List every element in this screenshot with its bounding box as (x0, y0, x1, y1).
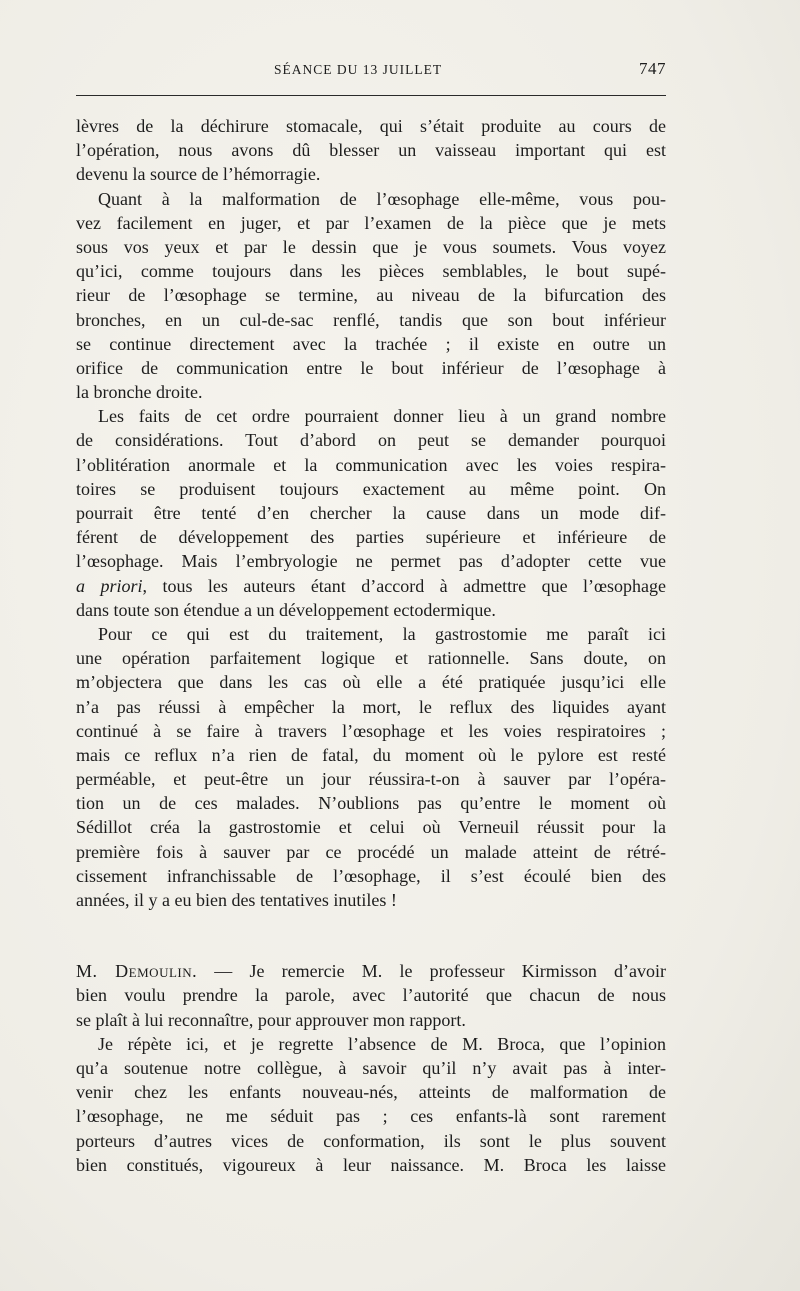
text-line: orifice de communication entre le bout inférieur de l’œsophage à (76, 357, 666, 378)
text-line: de considérations. Tout d’abord on peut se demander pourquoi (76, 430, 666, 451)
text-line: lèvres de la déchirure stomacale, qui s’était produite au cours de (76, 116, 666, 136)
header-rule (76, 95, 666, 96)
text-line: venir chez les enfants nouveau-nés, atteints de malformation de (76, 1082, 666, 1103)
text-line: se continue directement avec la trachée ; il existe en outre un (76, 333, 666, 354)
paragraph (76, 622, 666, 912)
text-line: bien constitués, vigoureux à leur naissance. M. Broca les laisse (76, 1154, 666, 1175)
text-line: qu’a soutenue notre collègue, à savoir qu’il n’y avait pas à inter- (76, 1057, 666, 1078)
section-gap (76, 912, 666, 959)
text-line: Quant à la malformation de l’œsophage elle-même, vous pou- (98, 188, 666, 209)
speech-first-line: — Je remercie M. le professeur Kirmisson d’avoir (197, 961, 666, 982)
text-line: l’œsophage, ne me séduit pas ; ces enfants-là sont rarement (76, 1106, 666, 1127)
text-line: cissement infranchissable de l’œsophage, il s’est écoulé bien des (76, 865, 666, 886)
text-line: perméable, et peut-être un jour réussira-t-on à sauver par l’opéra- (76, 769, 666, 790)
paragraph (76, 114, 666, 187)
text-line: mais ce reflux n’a rien de fatal, du moment où le pylore est resté (76, 744, 666, 765)
text-line: bronches, en un cul-de-sac renflé, tandis que son bout inférieur (76, 309, 666, 330)
italic-phrase: a priori (76, 575, 143, 596)
body-text (76, 114, 666, 1177)
text-line: première fois à sauver par ce procédé un malade atteint de rétré- (76, 841, 666, 862)
text-line: tion un de ces malades. N’oublions pas qu’entre le moment où (76, 793, 666, 814)
text-line: férent de développement des parties supérieure et inférieure de (76, 527, 666, 548)
text-line: l’oblitération anormale et la communication avec les voies respira- (76, 454, 666, 475)
text-line: porteurs d’autres vices de conformation, ils sont le plus souvent (76, 1130, 666, 1151)
text-line: une opération parfaitement logique et rationnelle. Sans doute, on (76, 648, 666, 669)
running-head: SÉANCE DU 13 JUILLET (274, 62, 443, 77)
text-line: se plaît à lui reconnaître, pour approuver mon rapport. (76, 1009, 466, 1030)
text-line: pourrait être tenté d’en chercher la cause dans un mode dif- (76, 503, 666, 523)
paragraph (76, 1032, 666, 1177)
text-line: continué à se faire à travers l’œsophage et les voies respiratoires ; (76, 720, 666, 741)
speaker-name: M. Demoulin. (76, 961, 198, 982)
text-line: la bronche droite. (76, 382, 203, 403)
paragraph (76, 404, 666, 622)
text-line: n’a pas réussi à empêcher la mort, le reflux des liquides ayant (76, 696, 666, 717)
page-header (76, 58, 666, 84)
text-line: rieur de l’œsophage se termine, au niveau de la bifurcation des (76, 285, 666, 306)
text-line: années, il y a eu bien des tentatives inutiles ! (76, 890, 397, 910)
paragraph (76, 187, 666, 405)
text-line: toires se produisent toujours exactement au même point. On (76, 478, 666, 499)
text-line: devenu la source de l’hémorragie. (76, 164, 321, 185)
text-line: Les faits de cet ordre pourraient donner lieu à un grand nombre (98, 406, 666, 427)
text-line: m’objectera que dans les cas où elle a été pratiquée jusqu’ici elle (76, 672, 666, 693)
text-line: l’œsophage. Mais l’embryologie ne permet pas d’adopter cette vue (76, 551, 666, 572)
text-line: Pour ce qui est du traitement, la gastrostomie me paraît ici (98, 623, 666, 644)
text-line: dans toute son étendue a un développement ectodermique. (76, 599, 496, 620)
text-line (76, 959, 666, 983)
text-line: vez facilement en juger, et par l’examen de la pièce que je mets (76, 212, 666, 233)
text-line: qu’ici, comme toujours dans les pièces semblables, le bout supé- (76, 261, 666, 282)
text-line: Sédillot créa la gastrostomie et celui où Verneuil réussit pour la (76, 817, 666, 838)
text-line: bien voulu prendre la parole, avec l’autorité que chacun de nous (76, 985, 666, 1006)
speech-paragraph (76, 959, 666, 1032)
page-number: 747 (639, 59, 666, 78)
text-line: Je répète ici, et je regrette l’absence de M. Broca, que l’opinion (98, 1033, 666, 1054)
text-line: a priori, tous les auteurs étant d’accord à admettre que l’œsophage (76, 575, 666, 596)
text-line: l’opération, nous avons dû blesser un vaisseau important qui est (76, 140, 666, 161)
text-line: sous vos yeux et par le dessin que je vous soumets. Vous voyez (76, 236, 666, 257)
